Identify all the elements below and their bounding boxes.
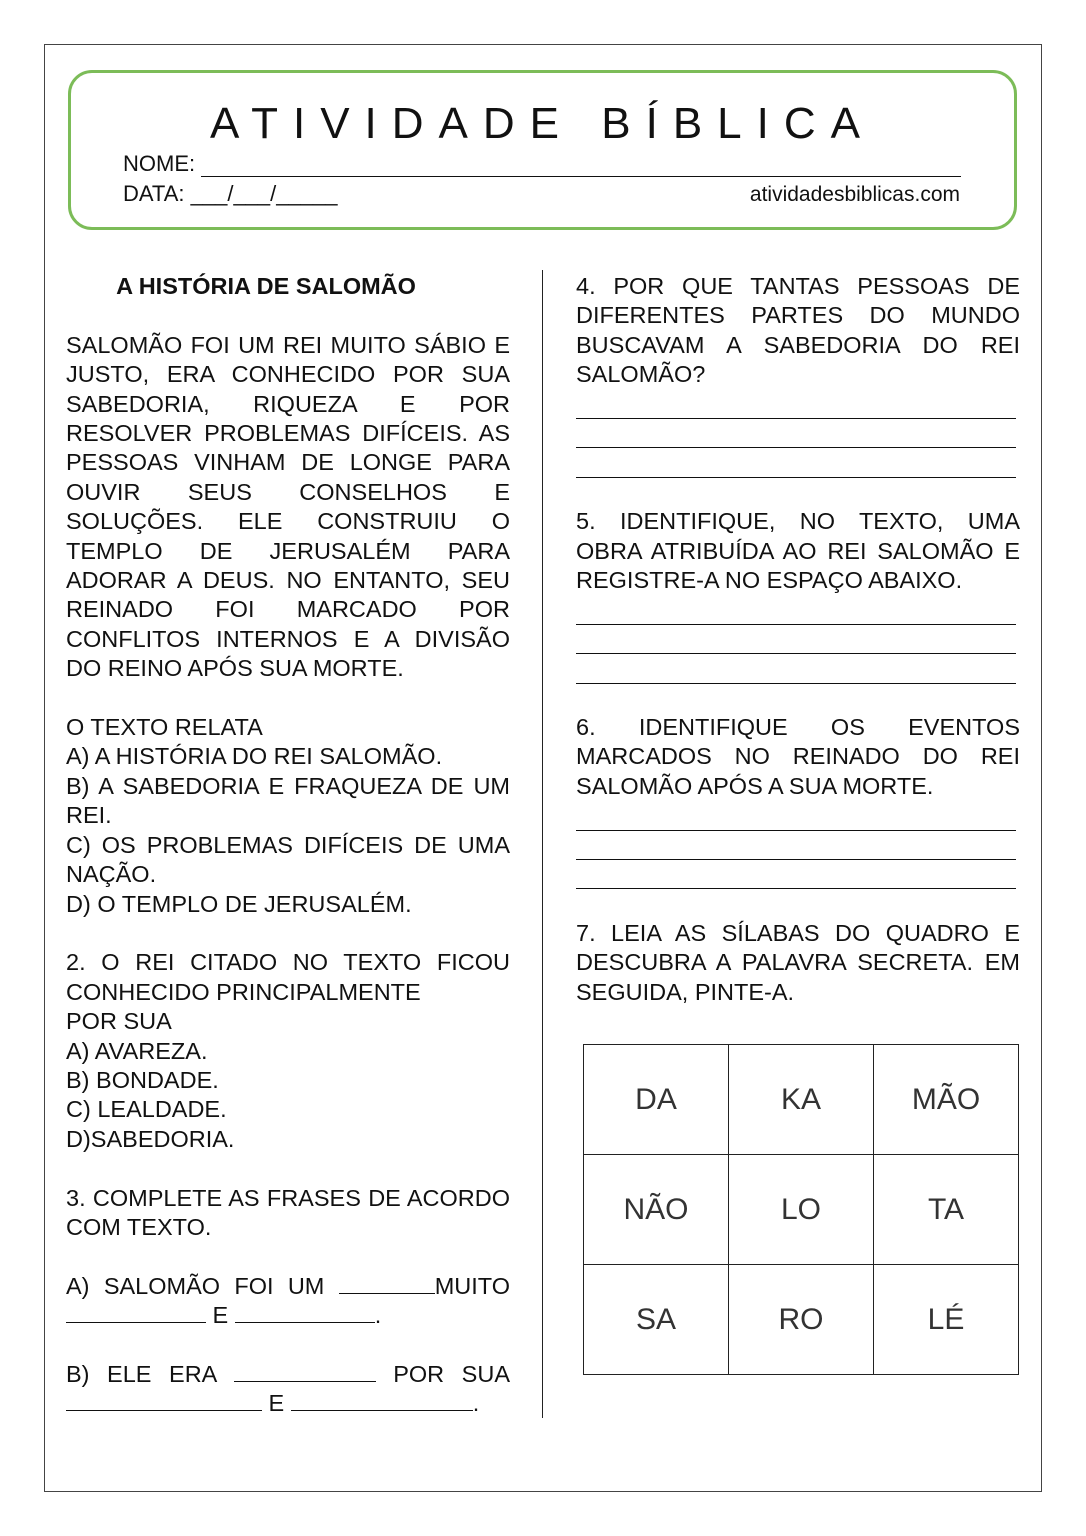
answer-line[interactable] <box>576 595 1016 624</box>
question-2-option-d[interactable]: D)SABEDORIA. <box>66 1125 235 1152</box>
date-field[interactable]: DATA: ___/___/_____ <box>123 181 338 206</box>
question-6-prompt: 6. IDENTIFIQUE OS EVENTOS MARCADOS NO REINADO DO REI SALOMÃO APÓS A SUA MORTE. <box>576 713 1020 799</box>
syllable-cell[interactable]: TA <box>874 1155 1019 1265</box>
syllable-cell[interactable]: SA <box>584 1265 729 1375</box>
question-1-option-a[interactable]: A) A HISTÓRIA DO REI SALOMÃO. <box>66 743 443 770</box>
header-box <box>68 70 1017 230</box>
website-label: atividadesbiblicas.com <box>749 183 960 206</box>
answer-line[interactable] <box>576 448 1016 477</box>
story-heading: A HISTÓRIA DE SALOMÃO <box>116 273 416 299</box>
story-text: SALOMÃO FOI UM REI MUITO SÁBIO E JUSTO, ERA CONHECIDO POR SUA SABEDORIA, RIQUEZA E POR RESOLVER PROBLEMAS DIFÍCEIS. AS PESSOAS VINHAM DE LONGE PARA OUVIR SEUS CONSELHOS E SOLUÇÕES. ELE CONSTRUIU O TEMPLO DE JERUSALÉM PARA ADORAR A DEUS. NO ENTANTO, SEU REINADO FOI MARCADO POR CONFLITOS INTERNOS E A DIVISÃO DO REINO APÓS SUA MORTE. <box>66 331 510 682</box>
question-1-option-b[interactable]: B) A SABEDORIA E FRAQUEZA DE UM REI. <box>66 772 510 829</box>
name-input-line[interactable] <box>201 162 961 177</box>
syllable-grid <box>583 1044 1019 1375</box>
question-3-sentence-b: B) ELE ERA POR SUA <box>66 1360 510 1387</box>
column-divider <box>542 270 543 1418</box>
name-field[interactable] <box>123 151 961 177</box>
question-2-prompt: 2. O REI CITADO NO TEXTO FICOU CONHECIDO PRINCIPALMENTE <box>66 949 510 1005</box>
question-2-option-b[interactable]: B) BONDADE. <box>66 1066 219 1093</box>
answer-line[interactable] <box>576 390 1016 419</box>
question-1-prompt: O TEXTO RELATA <box>66 714 263 741</box>
answer-line[interactable] <box>576 419 1016 448</box>
grid-row <box>584 1265 1019 1375</box>
question-1 <box>66 713 510 919</box>
grid-row <box>584 1155 1019 1265</box>
answer-line[interactable] <box>576 831 1016 860</box>
grid-row <box>584 1045 1019 1155</box>
question-1-option-d[interactable]: D) O TEMPLO DE JERUSALÉM. <box>66 890 412 917</box>
question-2-option-a[interactable]: A) AVAREZA. <box>66 1037 208 1064</box>
syllable-cell[interactable]: MÃO <box>874 1045 1019 1155</box>
syllable-cell[interactable]: KA <box>729 1045 874 1155</box>
blank-b3[interactable] <box>291 1390 473 1411</box>
question-3-sentence-a-cont: E . <box>66 1301 510 1330</box>
blank-a3[interactable] <box>235 1302 375 1323</box>
syllable-cell[interactable]: NÃO <box>584 1155 729 1265</box>
blank-b2[interactable] <box>66 1390 262 1411</box>
question-3-sentence-b-cont: E . <box>66 1389 510 1418</box>
left-column <box>66 272 510 1419</box>
answer-line[interactable] <box>576 801 1016 830</box>
answer-line[interactable] <box>576 860 1016 889</box>
syllable-cell[interactable]: LO <box>729 1155 874 1265</box>
blank-a1[interactable] <box>339 1273 435 1294</box>
question-5-prompt: 5. IDENTIFIQUE, NO TEXTO, UMA OBRA ATRIBUÍDA AO REI SALOMÃO E REGISTRE-A NO ESPAÇO ABAIXO. <box>576 508 1020 593</box>
question-3-sentence-a: A) SALOMÃO FOI UM MUITO <box>66 1272 511 1299</box>
syllable-cell[interactable]: DA <box>584 1045 729 1155</box>
question-3 <box>66 1184 510 1419</box>
blank-a2[interactable] <box>66 1302 206 1323</box>
answer-line[interactable] <box>576 625 1016 654</box>
question-3-prompt: 3. COMPLETE AS FRASES DE ACORDO COM TEXTO. <box>66 1184 510 1240</box>
question-2-option-c[interactable]: C) LEALDADE. <box>66 1096 227 1123</box>
question-1-option-c[interactable]: C) OS PROBLEMAS DIFÍCEIS DE UMA NAÇÃO. <box>66 831 510 888</box>
blank-b1[interactable] <box>234 1361 376 1382</box>
right-column <box>576 272 1020 1007</box>
question-7-prompt: 7. LEIA AS SÍLABAS DO QUADRO E DESCUBRA A PALAVRA SECRETA. EM SEGUIDA, PINTE-A. <box>576 919 1020 1005</box>
question-2 <box>66 948 510 1154</box>
answer-line[interactable] <box>576 654 1016 683</box>
question-4-prompt: 4. POR QUE TANTAS PESSOAS DE DIFERENTES PARTES DO MUNDO BUSCAVAM A SABEDORIA DO REI SALOMÃO? <box>576 273 1020 388</box>
syllable-cell[interactable]: RO <box>729 1265 874 1375</box>
question-2-prompt-end: POR SUA <box>66 1008 172 1035</box>
page-title: ATIVIDADE BÍBLICA <box>210 99 875 148</box>
syllable-cell[interactable]: LÉ <box>874 1265 1019 1375</box>
name-label: NOME: <box>123 151 196 176</box>
